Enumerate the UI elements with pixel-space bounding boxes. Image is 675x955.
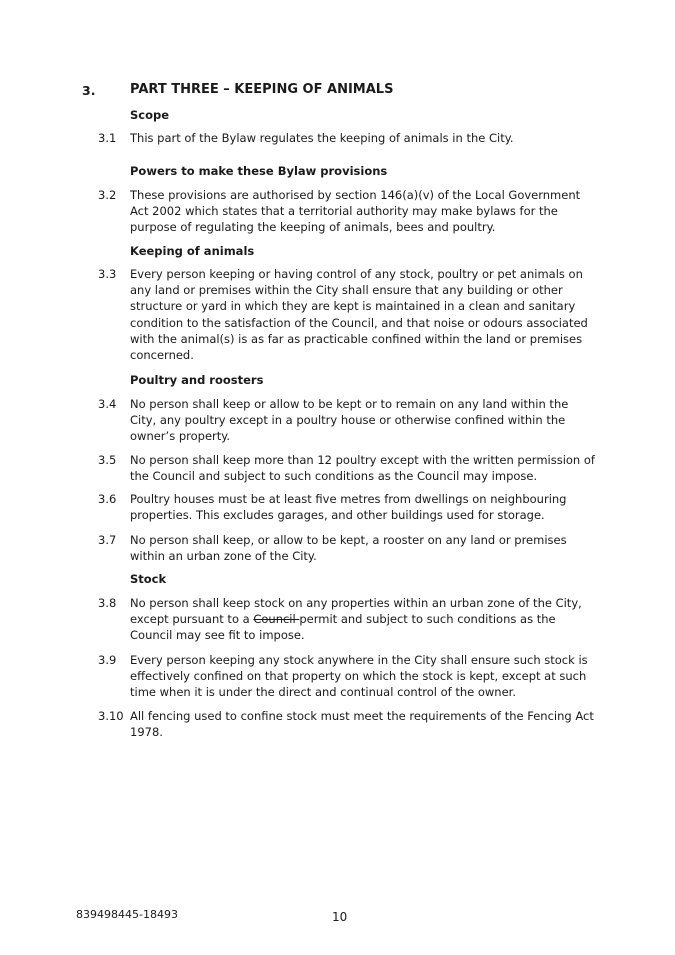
- clause-text: [130, 595, 595, 644]
- clause-number: 3.10: [98, 709, 124, 723]
- document-reference: 839498445-18493: [76, 908, 178, 921]
- section-number: 3.: [82, 83, 96, 98]
- clause-line: These provisions are authorised by section 146(a)(v) of the Local Government: [130, 188, 581, 202]
- clause-text: [130, 491, 595, 523]
- clause-line: Every person keeping or having control of any stock, poultry or pet animals on: [130, 267, 583, 281]
- clause-text: [130, 652, 595, 701]
- clause-line: No person shall keep, or allow to be kept, a rooster on any land or premises: [130, 533, 567, 547]
- subheading-scope: Scope: [130, 108, 170, 122]
- clause-text: [130, 266, 595, 363]
- clause-line: properties. This excludes garages, and other buildings used for storage.: [130, 508, 545, 523]
- clause-line: Act 2002 which states that a territorial authority may make bylaws for the: [130, 204, 558, 219]
- clause-number: 3.6: [98, 492, 117, 506]
- clause-line: the Council and subject to such conditions as the Council may impose.: [130, 469, 538, 484]
- clause-line-segment: permit and subject to such conditions as the: [299, 612, 556, 627]
- clause-line: time when it is under the direct and continual control of the owner.: [130, 685, 516, 700]
- clause-text: [130, 187, 595, 236]
- clause-number: 3.5: [98, 453, 117, 467]
- clause-line: owner’s property.: [130, 429, 231, 444]
- clause-line: condition to the satisfaction of the Council, and that noise or odours associated: [130, 315, 588, 330]
- clause-number: 3.7: [98, 533, 117, 547]
- clause-line: concerned.: [130, 348, 194, 363]
- clause-line: within an urban zone of the City.: [130, 549, 317, 564]
- clause-line: City, any poultry except in a poultry house or otherwise confined within the: [130, 413, 566, 428]
- subheading-keeping: Keeping of animals: [130, 244, 255, 258]
- struck-text: Council: [253, 612, 300, 627]
- clause-line: Poultry houses must be at least five metres from dwellings on neighbouring: [130, 492, 567, 506]
- clause-line: Every person keeping any stock anywhere in the City shall ensure such stock is: [130, 653, 588, 667]
- clause-line: 1978.: [130, 725, 163, 740]
- clause-line: Council may see fit to impose.: [130, 628, 305, 643]
- clause-line: any land or premises within the City shall ensure that any building or other: [130, 283, 563, 298]
- subheading-poultry: Poultry and roosters: [130, 373, 264, 387]
- clause-line: No person shall keep or allow to be kept or to remain on any land within the: [130, 397, 569, 411]
- clause-number: 3.3: [98, 267, 117, 281]
- subheading-stock: Stock: [130, 572, 167, 586]
- clause-text: [130, 708, 595, 740]
- clause-text: [130, 396, 595, 445]
- clause-number: 3.8: [98, 596, 117, 610]
- clause-number: 3.9: [98, 653, 117, 667]
- subheading-powers: Powers to make these Bylaw provisions: [130, 164, 388, 178]
- clause-line: No person shall keep more than 12 poultry except with the written permission of: [130, 453, 595, 467]
- clause-line: [130, 611, 595, 627]
- clause-line: structure or yard in which they are kept is maintained in a clean and sanitary: [130, 299, 576, 314]
- clause-line: No person shall keep stock on any properties within an urban zone of the City,: [130, 596, 582, 610]
- clause-number: 3.4: [98, 397, 117, 411]
- clause-line: effectively confined on that property on which the stock is kept, except at such: [130, 669, 587, 684]
- clause-text: [130, 532, 595, 564]
- clause-line-segment: except pursuant to a: [130, 612, 254, 627]
- clause-text: [130, 130, 595, 146]
- clause-number: 3.1: [98, 131, 117, 145]
- section-title: PART THREE – KEEPING OF ANIMALS: [130, 82, 394, 97]
- clause-text: [130, 452, 595, 484]
- clause-line: All fencing used to confine stock must meet the requirements of the Fencing Act: [130, 709, 594, 723]
- page-number: 10: [332, 910, 348, 924]
- clause-line: with the animal(s) is as far as practicable confined within the land or premises: [130, 331, 583, 346]
- clause-line: This part of the Bylaw regulates the keeping of animals in the City.: [130, 131, 514, 145]
- clause-number: 3.2: [98, 188, 117, 202]
- clause-line: purpose of regulating the keeping of animals, bees and poultry.: [130, 220, 496, 235]
